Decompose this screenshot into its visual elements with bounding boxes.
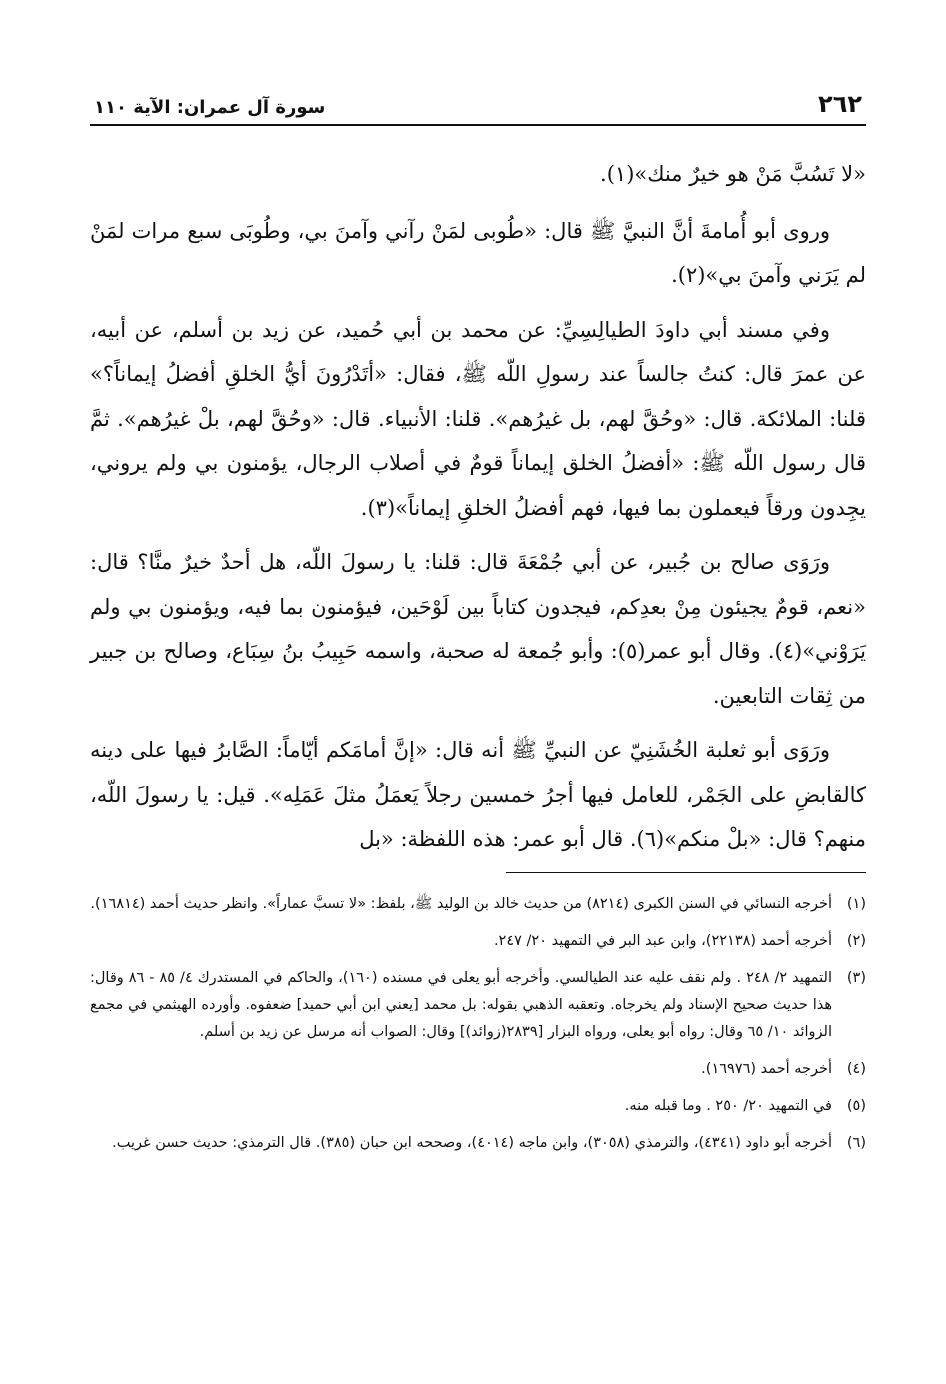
footnote-number: (٥) — [846, 1097, 866, 1114]
footnote-item — [90, 1056, 866, 1083]
footnote-item — [90, 928, 866, 955]
footnote-text: أخرجه أبو داود (٤٣٤١)، والترمذي (٣٠٥٨)، وابن ماجه (٤٠١٤)، وصححه ابن حبان (٣٨٥). قال الترمذي: حديث حسن غريب. — [112, 1134, 832, 1151]
paragraph: ورَوَى أبو ثعلبة الخُشَنِيّ عن النبيِّ ﷺ أنه قال: «إنَّ أمامَكم أيّاماً: الصَّابرُ فيها على دينه كالقابضِ على الجَمْر، للعامل فيها أجرُ خمسين رجلاً يَعمَلُ مثلَ عَمَلِه». قيل: يا رسولَ اللّه، منهم؟ قال: «بلْ منكم»(٦). قال أبو عمر: هذه اللفظة: «بل — [90, 738, 866, 851]
footnote-text: التمهيد ٢/ ٢٤٨ . ولم نقف عليه عند الطيالسي. وأخرجه أبو يعلى في مسنده (١٦٠)، والحاكم في المستدرك ٤/ ٨٥ - ٨٦ وقال: هذا حديث صحيح الإسناد ولم يخرجاه. وتعقبه الذهبي بقوله: بل محمد [يعني ابن أبي حميد] ضعفوه. وأورده الهيثمي في مجمع الزوائد ١٠/ ٦٥ وقال: رواه أبو يعلى، ورواه البزار [٢٨٣٩(زوائد)] وقال: الصواب أنه مرسل عن زيد بن أسلم. — [90, 969, 832, 1040]
footnote-item — [90, 965, 866, 1046]
footnote-number: (٤) — [846, 1060, 866, 1077]
footnote-number: (١) — [846, 895, 866, 912]
footnote-number: (٣) — [846, 969, 866, 986]
paragraph: «لا تَسُبَّ مَنْ هو خيرٌ منك»(١). — [600, 162, 866, 186]
footnote-item — [90, 891, 866, 918]
footnote-item — [90, 1130, 866, 1157]
main-text — [90, 152, 866, 862]
footnote-text: في التمهيد ٢٠/ ٢٥٠ . وما قبله منه. — [624, 1097, 832, 1114]
footnote-number: (٢) — [846, 932, 866, 949]
footnote-number: (٦) — [846, 1134, 866, 1151]
book-page — [90, 80, 866, 1167]
footnote-text: أخرجه أحمد (١٦٩٧٦). — [701, 1060, 832, 1077]
footnotes — [90, 891, 866, 1157]
running-header — [90, 80, 866, 126]
paragraph: ورَوَى صالح بن جُبير، عن أبي جُمْعَةَ قال: قلنا: يا رسولَ اللّه، هل أحدٌ خيرٌ منَّا؟ قال: «نعم، قومٌ يجيئون مِنْ بعدِكم، فيجدون كتاباً بين لَوْحَين، فيؤمنون بما فيه، ويؤمنون بي ولم يَرَوْني»(٤). وقال أبو عمر(٥): وأبو جُمعة له صحبة، واسمه حَبِيبُ بنُ سِبَاع، وصالح بن جبير من ثِقات التابعين. — [90, 550, 866, 708]
footnote-divider — [506, 872, 866, 873]
footnote-text: أخرجه النسائي في السنن الكبرى (٨٢١٤) من حديث خالد بن الوليد ﷺ، بلفظ: «لا تسبَّ عماراً». وانظر حديث أحمد (١٦٨١٤). — [90, 895, 832, 912]
chapter-title: سورة آل عمران: الآية ١١٠ — [94, 97, 326, 118]
paragraph: وفي مسند أبي داودَ الطيالِسِيِّ: عن محمد بن أبي حُميد، عن زيد بن أسلم، عن أبيه، عن عمرَ قال: كنتُ جالساً عند رسولِ اللّه ﷺ، فقال: «أتَدْرُونَ أيُّ الخلقِ أفضلُ إيماناً؟» قلنا: الملائكة. قال: «وحُقَّ لهم، بل غيرُهم». قلنا: الأنبياء. قال: «وحُقَّ لهم، بلْ غيرُهم». ثمَّ قال رسول اللّه ﷺ: «أفضلُ الخلق إيماناً قومٌ في أصلاب الرجال، يؤمنون بي ولم يروني، يجِدون ورقاً فيعملون بما فيها، فهم أفضلُ الخلقِ إيماناً»(٣). — [90, 317, 866, 520]
paragraph: وروى أبو أُمامةَ أنَّ النبيَّ ﷺ قال: «طُوبى لمَنْ رآني وآمنَ بي، وطُوبَى سبع مرات لمَنْ لم يَرَني وآمنَ بي»(٢). — [90, 218, 866, 287]
footnote-item — [90, 1093, 866, 1120]
page-number: ٢٦٢ — [818, 90, 862, 118]
footnote-text: أخرجه أحمد (٢٢١٣٨)، وابن عبد البر في التمهيد ٢٠/ ٢٤٧. — [493, 932, 832, 949]
